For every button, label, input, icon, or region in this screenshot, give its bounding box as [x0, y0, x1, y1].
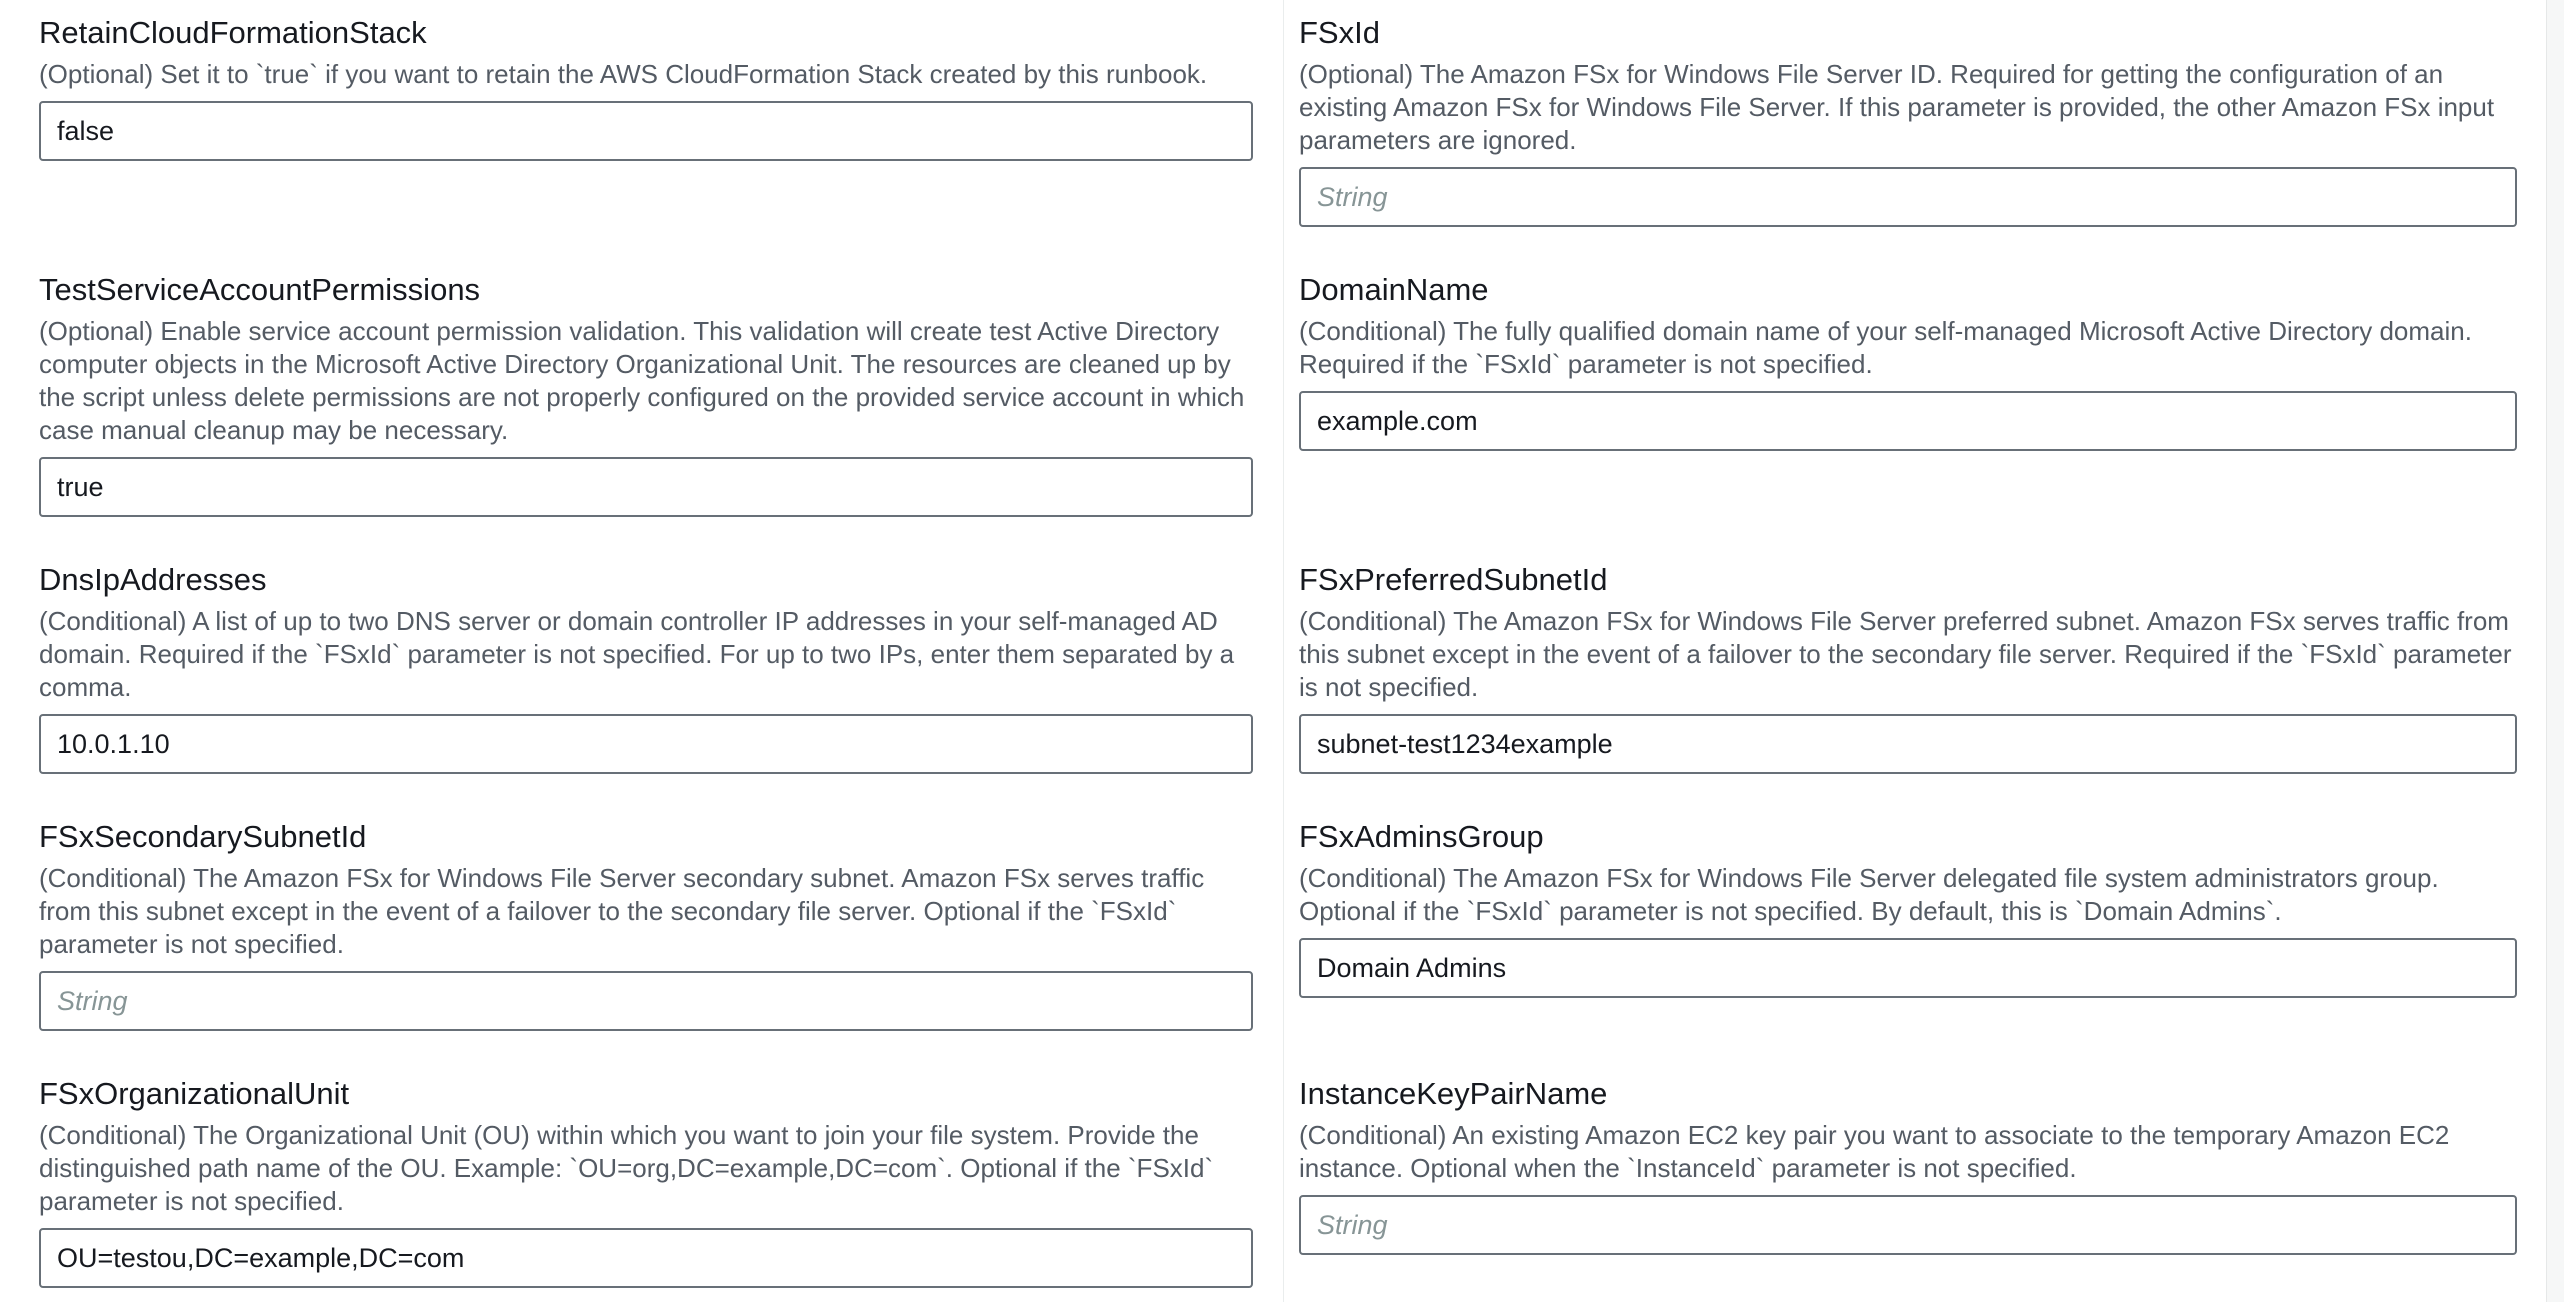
field-fsx-admins-group	[1283, 820, 2546, 1031]
fsx-admins-group-input[interactable]	[1299, 938, 2517, 998]
field-label: FSxOrganizationalUnit	[39, 1076, 350, 1111]
domain-name-input[interactable]	[1299, 391, 2517, 451]
field-label: DnsIpAddresses	[39, 562, 267, 597]
field-test-service-account-permissions	[0, 273, 1283, 517]
field-description: (Conditional) The Amazon FSx for Windows File Server preferred subnet. Amazon FSx serves traffic from this subnet except in the event of a failover to the secondary file server. Required if the `FSxId` parameter is not specified.	[1299, 606, 2512, 702]
fsx-organizational-unit-input[interactable]	[39, 1228, 1253, 1288]
field-label: DomainName	[1299, 272, 1489, 307]
fsx-secondary-subnet-id-input[interactable]	[39, 971, 1253, 1031]
fsx-id-input[interactable]	[1299, 167, 2517, 227]
field-fsx-preferred-subnet-id	[1283, 563, 2546, 774]
field-fsx-secondary-subnet-id	[0, 820, 1283, 1031]
field-label: FSxAdminsGroup	[1299, 819, 1544, 854]
field-fsx-id	[1283, 16, 2546, 227]
test-service-account-permissions-input[interactable]	[39, 457, 1253, 517]
dns-ip-addresses-input[interactable]	[39, 714, 1253, 774]
column-divider	[1283, 0, 1284, 1302]
field-instance-key-pair-name	[1283, 1077, 2546, 1288]
field-description: (Optional) Set it to `true` if you want to retain the AWS CloudFormation Stack created by this runbook.	[39, 59, 1208, 89]
field-label: FSxId	[1299, 15, 1380, 50]
field-description: (Conditional) The Amazon FSx for Windows File Server delegated file system administrators group. Optional if the `FSxId` parameter is not specified. By default, this is `Domain Admins`.	[1299, 863, 2439, 926]
field-label: InstanceKeyPairName	[1299, 1076, 1608, 1111]
field-retain-cloudformation-stack	[0, 16, 1283, 227]
field-label: FSxSecondarySubnetId	[39, 819, 367, 854]
retain-cloudformation-stack-input[interactable]	[39, 101, 1253, 161]
instance-key-pair-name-input[interactable]	[1299, 1195, 2517, 1255]
field-label: FSxPreferredSubnetId	[1299, 562, 1608, 597]
field-description: (Conditional) The fully qualified domain name of your self-managed Microsoft Active Directory domain. Required if the `FSxId` parameter is not specified.	[1299, 316, 2472, 379]
scrollbar-track[interactable]	[2546, 0, 2564, 1302]
field-description: (Optional) Enable service account permission validation. This validation will create test Active Directory computer objects in the Microsoft Active Directory Organizational Unit. The resources are cleaned up by the script unless delete permissions are not properly configured on the provided service account in which case manual cleanup may be necessary.	[39, 316, 1245, 445]
field-description: (Optional) The Amazon FSx for Windows File Server ID. Required for getting the configuration of an existing Amazon FSx for Windows File Server. If this parameter is provided, the other Amazon FSx input parameters are ignored.	[1299, 59, 2495, 155]
field-description: (Conditional) The Amazon FSx for Windows File Server secondary subnet. Amazon FSx serves traffic from this subnet except in the event of a failover to the secondary file server. Optional if the `FSxId` parameter is not specified.	[39, 863, 1205, 959]
field-description: (Conditional) A list of up to two DNS server or domain controller IP addresses in your self-managed AD domain. Required if the `FSxId` parameter is not specified. For up to two IPs, enter them separated by a comma.	[39, 606, 1235, 702]
field-label: RetainCloudFormationStack	[39, 15, 427, 50]
field-description: (Conditional) An existing Amazon EC2 key pair you want to associate to the temporary Amazon EC2 instance. Optional when the `InstanceId` parameter is not specified.	[1299, 1120, 2450, 1183]
field-domain-name	[1283, 273, 2546, 517]
field-description: (Conditional) The Organizational Unit (OU) within which you want to join your file system. Provide the distinguished path name of the OU. Example: `OU=org,DC=example,DC=com`. Optional if the `FSxId` parameter is not specified.	[39, 1120, 1214, 1216]
field-fsx-organizational-unit	[0, 1077, 1283, 1288]
field-dns-ip-addresses	[0, 563, 1283, 774]
fsx-preferred-subnet-id-input[interactable]	[1299, 714, 2517, 774]
field-label: TestServiceAccountPermissions	[39, 272, 481, 307]
